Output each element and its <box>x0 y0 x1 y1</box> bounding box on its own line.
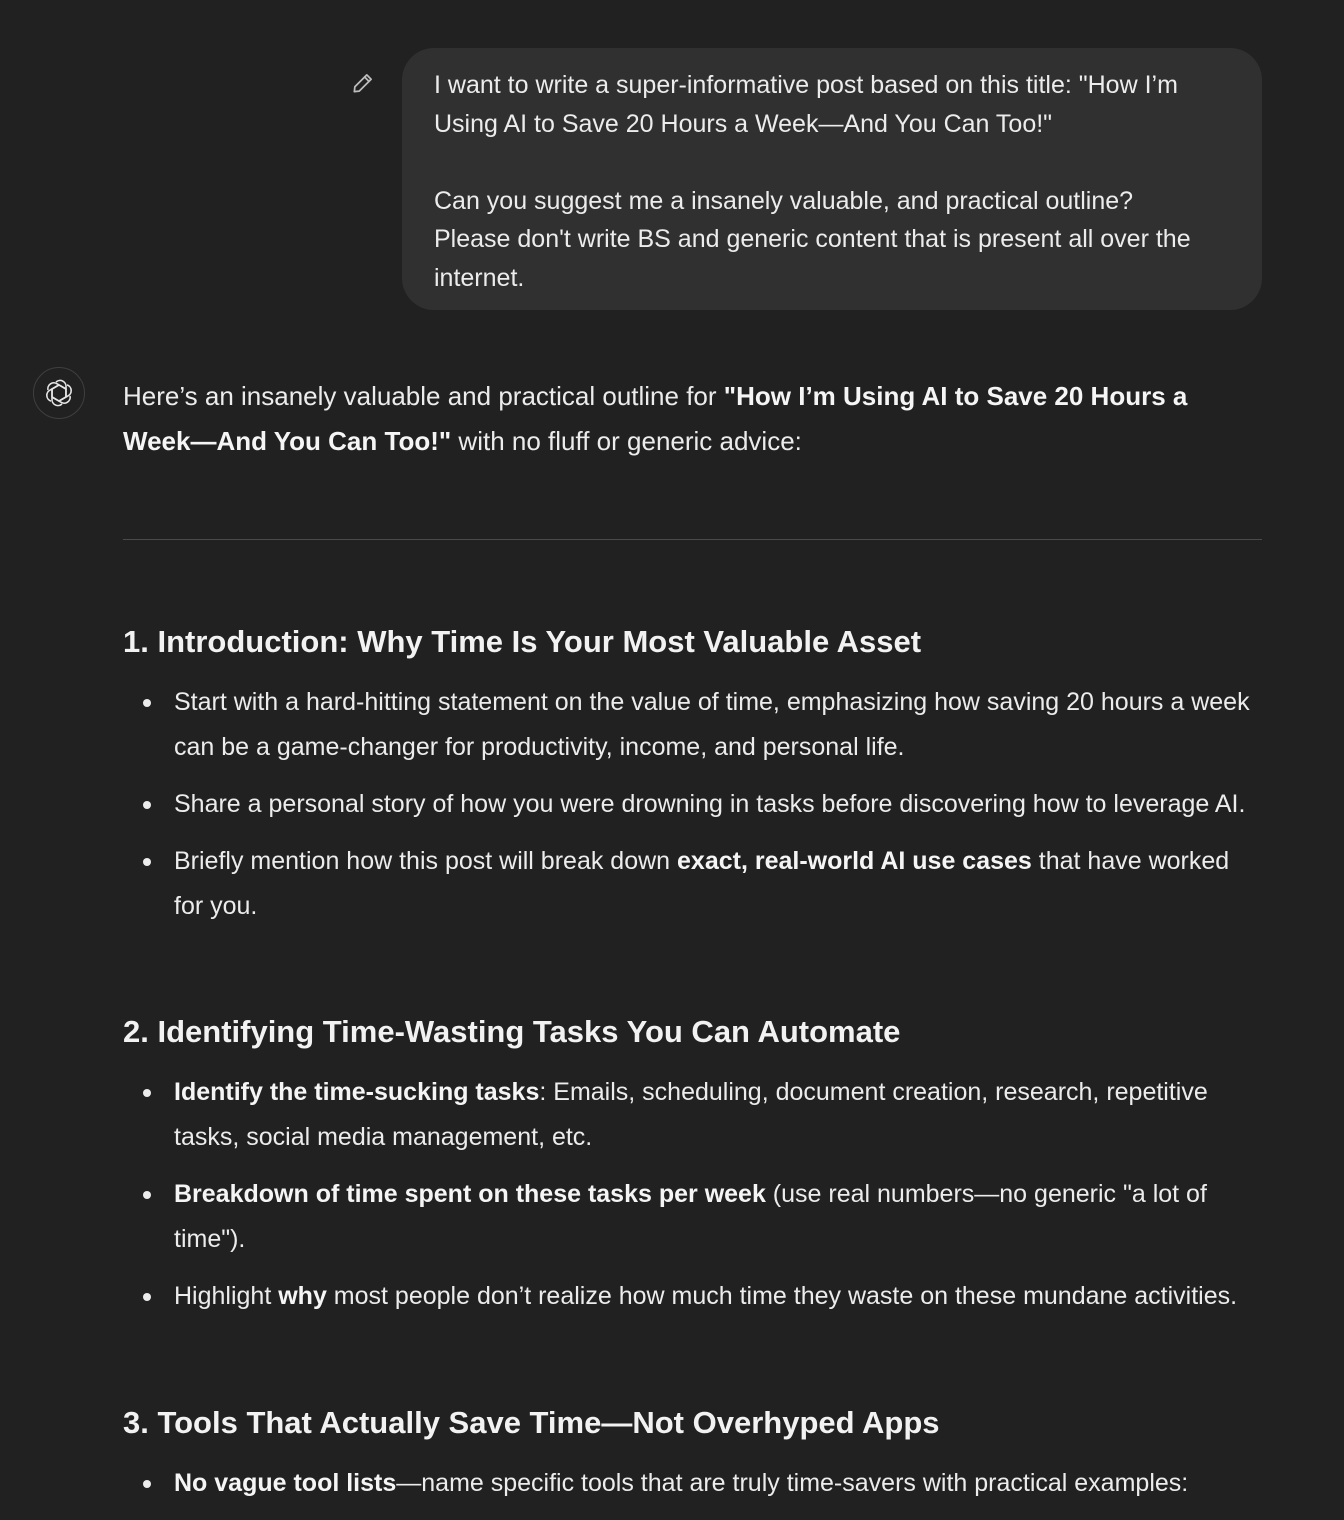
list-item-bold: No vague tool lists <box>174 1469 397 1497</box>
intro-text-end: with no fluff or generic advice: <box>451 426 802 456</box>
section-heading: 1. Introduction: Why Time Is Your Most Valuable Asset <box>123 624 922 659</box>
list-item-bold: Breakdown of time spent on these tasks per week <box>174 1180 766 1208</box>
list-item-text: (use real numbers—no generic "a lot of time"). <box>174 1180 1207 1253</box>
list-item-bold: why <box>278 1282 327 1310</box>
edit-message-button[interactable] <box>350 70 376 96</box>
list-item <box>123 782 1262 827</box>
bullet-icon <box>143 1480 151 1488</box>
list-item <box>123 1070 1262 1160</box>
assistant-message <box>123 374 1262 464</box>
bullet-icon <box>143 1089 151 1097</box>
list-item <box>123 1461 1262 1506</box>
list-item <box>123 839 1262 929</box>
list-item-bold: Identify the time-sucking tasks <box>174 1078 540 1106</box>
list-item-text: Start with a hard-hitting statement on the value of time, emphasizing how saving 20 hours a week can be a game-changer for productivity, income, and personal life. <box>174 688 1250 761</box>
bullet-icon <box>143 858 151 866</box>
bullet-list <box>123 1070 1262 1319</box>
user-message-text: I want to write a super-informative post based on this title: "How I’m Using AI to Save 20 Hours a Week—And You Can Too!" Can you suggest me a insanely valuable, and practical outline? Please don't write BS and generic content that is present all over the internet. <box>434 71 1191 292</box>
user-message-bubble <box>402 48 1262 310</box>
horizontal-divider <box>123 539 1262 540</box>
bullet-icon <box>143 801 151 809</box>
list-item-text: that have worked for you. <box>174 847 1230 920</box>
list-item-text: Briefly mention how this post will break down <box>174 847 678 875</box>
bullet-list <box>123 1461 1262 1506</box>
section-heading: 2. Identifying Time-Wasting Tasks You Can Automate <box>123 1014 901 1049</box>
openai-logo-icon <box>43 377 75 409</box>
bullet-icon <box>143 699 151 707</box>
assistant-intro <box>123 374 1262 464</box>
outline-section-2 <box>123 1012 1262 1319</box>
list-item-text: —name specific tools that are truly time-savers with practical examples: <box>396 1469 1189 1497</box>
list-item <box>123 1274 1262 1319</box>
outline-section-3 <box>123 1403 1262 1506</box>
outline-section-1 <box>123 622 1262 929</box>
bullet-icon <box>143 1191 151 1199</box>
list-item-bold: exact, real-world AI use cases <box>677 847 1032 875</box>
bullet-list <box>123 680 1262 929</box>
list-item-text: Share a personal story of how you were drowning in tasks before discovering how to leverage AI. <box>174 790 1246 818</box>
pencil-icon <box>350 70 376 96</box>
list-item <box>123 680 1262 770</box>
intro-text: Here’s an insanely valuable and practical outline for <box>123 381 724 411</box>
list-item-text: Highlight <box>174 1282 279 1310</box>
section-heading: 3. Tools That Actually Save Time—Not Overhyped Apps <box>123 1405 940 1440</box>
list-item-text: : Emails, scheduling, document creation, research, repetitive tasks, social media management, etc. <box>174 1078 1208 1151</box>
list-item-text: most people don’t realize how much time they waste on these mundane activities. <box>326 1282 1238 1310</box>
intro-title-bold: "How I’m Using AI to Save 20 Hours a Week—And You Can Too!" <box>123 381 1188 456</box>
list-item <box>123 1172 1262 1262</box>
assistant-avatar <box>33 367 85 419</box>
bullet-icon <box>143 1293 151 1301</box>
